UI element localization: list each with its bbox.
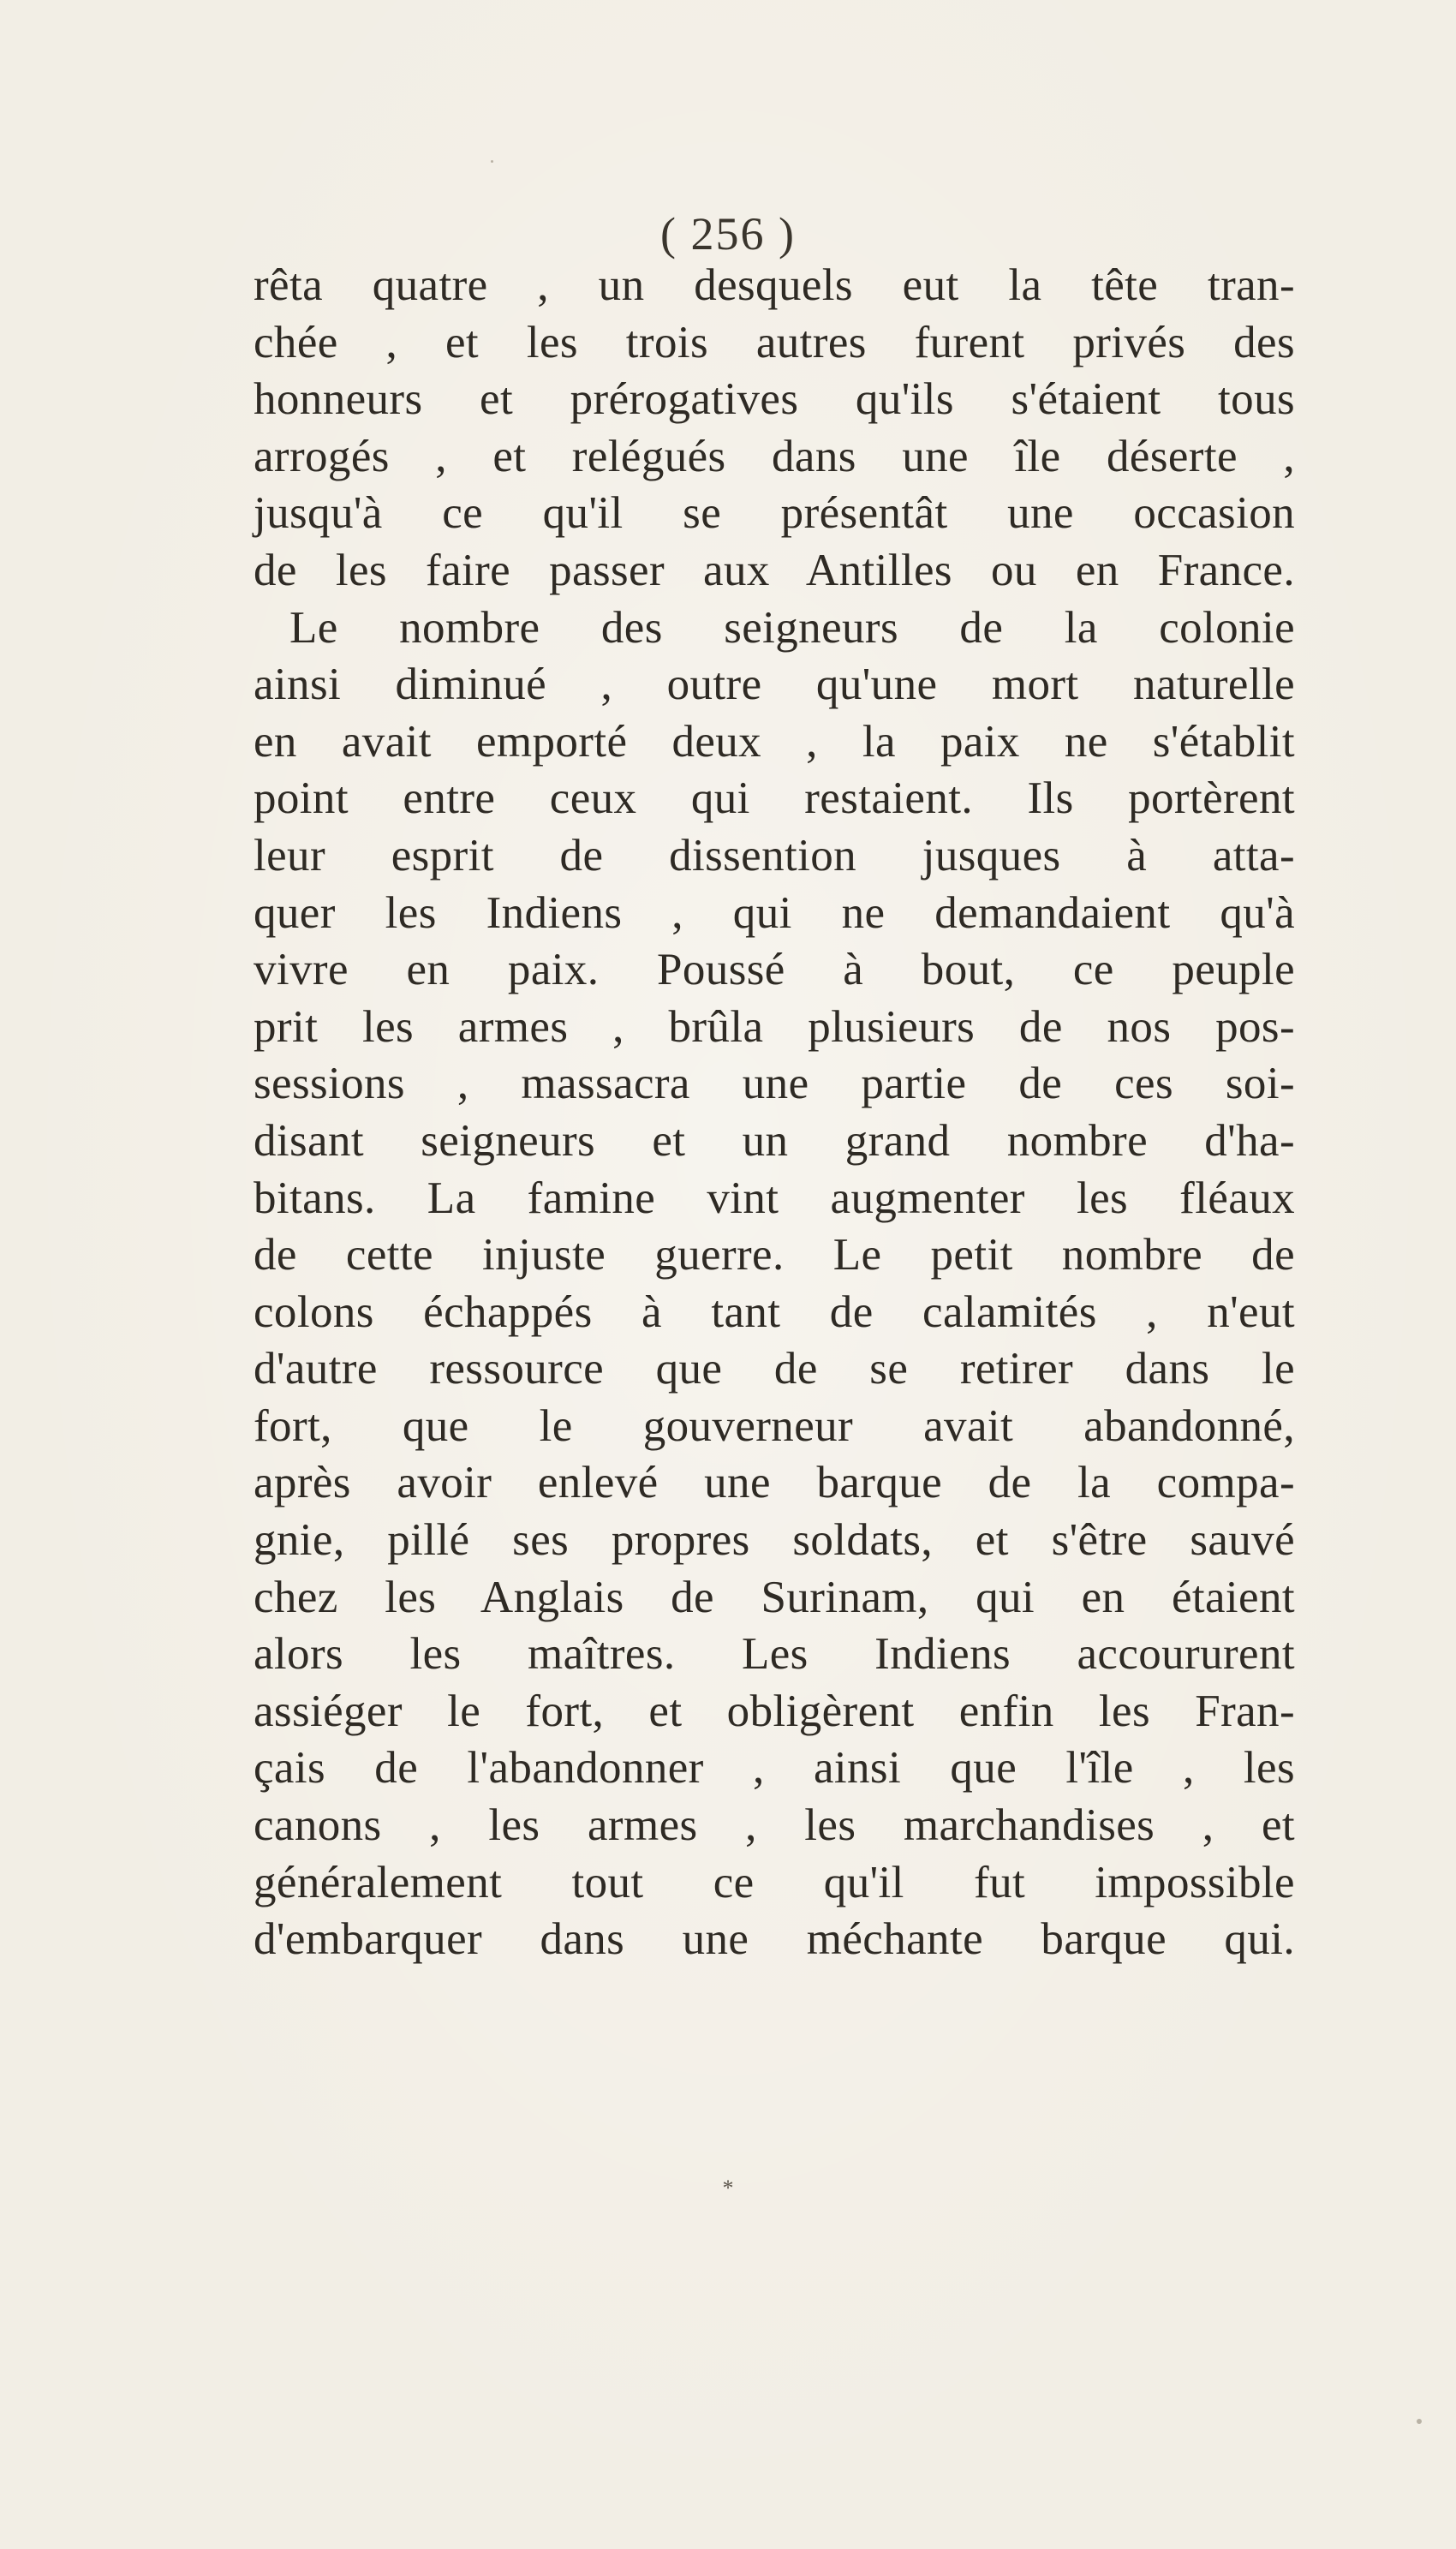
text-line: çais de l'abandonner , ainsi que l'île , les xyxy=(254,1743,1295,1794)
text-line: chée , et les trois autres furent privés des xyxy=(254,317,1295,367)
text-line: jusqu'à ce qu'il se présentât une occasion xyxy=(254,488,1295,539)
text-line: quer les Indiens , qui ne demandaient qu'à xyxy=(254,887,1295,938)
body-text xyxy=(254,257,1295,1968)
text-line: de les faire passer aux Antilles ou en France. xyxy=(254,545,1295,595)
text-line: ainsi diminué , outre qu'une mort naturelle xyxy=(254,660,1295,710)
text-line: alors les maîtres. Les Indiens accoururent xyxy=(254,1629,1295,1680)
text-line: sessions , massacra une partie de ces soi- xyxy=(254,1059,1295,1109)
text-line: canons , les armes , les marchandises , et xyxy=(254,1800,1295,1851)
text-line: leur esprit de dissention jusques à atta- xyxy=(254,830,1295,881)
text-line: rêta quatre , un desquels eut la tête tran- xyxy=(254,260,1295,310)
paper-speck xyxy=(1417,2419,1422,2424)
text-line: bitans. La famine vint augmenter les fléaux xyxy=(254,1173,1295,1223)
text-line: disant seigneurs et un grand nombre d'ha- xyxy=(254,1115,1295,1166)
text-line: après avoir enlevé une barque de la compa- xyxy=(254,1458,1295,1508)
text-line: point entre ceux qui restaient. Ils portèrent xyxy=(254,773,1295,824)
text-line: fort, que le gouverneur avait abandonné, xyxy=(254,1400,1295,1451)
text-line: arrogés , et relégués dans une île déserte , xyxy=(254,431,1295,481)
text-line: colons échappés à tant de calamités , n'eut xyxy=(254,1286,1295,1337)
text-line: honneurs et prérogatives qu'ils s'étaient tous xyxy=(254,374,1295,425)
text-line: vivre en paix. Poussé à bout, ce peuple xyxy=(254,945,1295,995)
text-line: de cette injuste guerre. Le petit nombre de xyxy=(254,1230,1295,1280)
signature-mark: * xyxy=(722,2176,734,2200)
text-line: assiéger le fort, et obligèrent enfin les Fran- xyxy=(254,1686,1295,1736)
text-line: chez les Anglais de Surinam, qui en étaient xyxy=(254,1572,1295,1622)
text-line: gnie, pillé ses propres soldats, et s'être sauvé xyxy=(254,1515,1295,1566)
page-number: ( 256 ) xyxy=(660,208,796,260)
text-line: généralement tout ce qu'il fut impossible xyxy=(254,1857,1295,1907)
text-line: d'embarquer dans une méchante barque qui. xyxy=(254,1914,1295,1965)
paper-speck xyxy=(491,160,493,163)
text-line: en avait emporté deux , la paix ne s'établit xyxy=(254,716,1295,767)
text-line: d'autre ressource que de se retirer dans le xyxy=(254,1344,1295,1394)
text-line: prit les armes , brûla plusieurs de nos pos- xyxy=(254,1001,1295,1052)
text-line: Le nombre des seigneurs de la colonie xyxy=(289,602,1295,653)
